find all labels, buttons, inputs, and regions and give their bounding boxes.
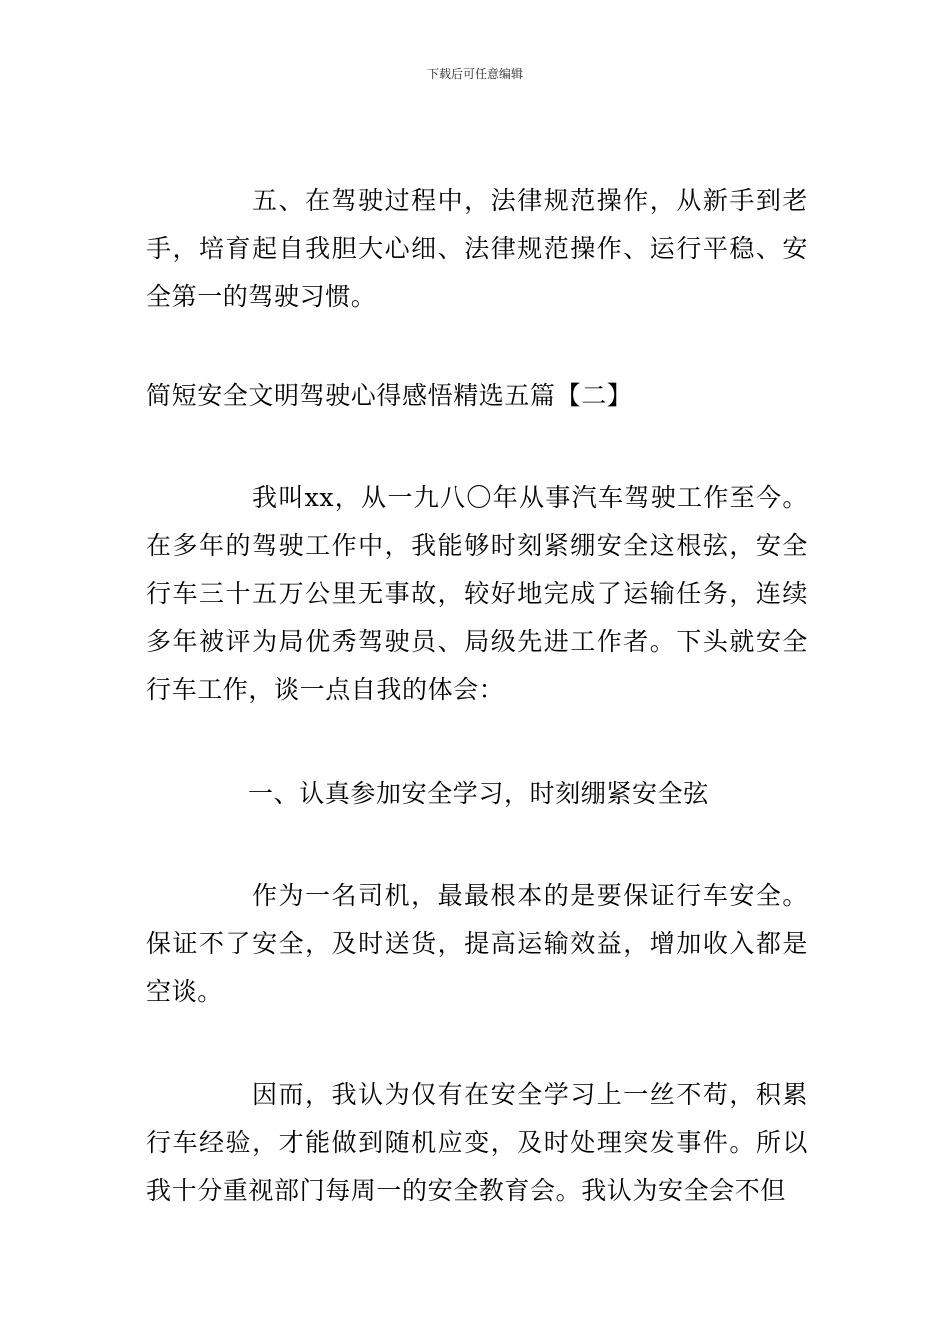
paragraph-intro: 我叫xx，从一九八〇年从事汽车驾驶工作至今。在多年的驾驶工作中，我能够时刻紧绷安全这根弦，安全行车三十五万公里无事故，较好地完成了运输任务，连续多年被评为局优秀驾驶员、局级先进工作者。下头就安全行车工作，谈一点自我的体会： bbox=[146, 483, 808, 704]
section-title: 简短安全文明驾驶心得感悟精选五篇【二】 bbox=[146, 381, 633, 410]
paragraph-item-five: 五、在驾驶过程中，法律规范操作，从新手到老手，培育起自我胆大心细、法律规范操作、运行平稳、安全第一的驾驶习惯。 bbox=[146, 186, 808, 311]
paragraph-therefore: 因而，我认为仅有在安全学习上一丝不苟，积累行车经验，才能做到随机应变，及时处理突发事件。所以我十分重视部门每周一的安全教育会。我认为安全会不但 bbox=[146, 1080, 808, 1205]
subheading-one: 一、认真参加安全学习，时刻绷紧安全弦 bbox=[248, 779, 709, 808]
paragraph-driver-safety: 作为一名司机，最最根本的是要保证行车安全。保证不了安全，及时送货，提高运输效益，增加收入都是空谈。 bbox=[146, 881, 808, 1006]
page-header-note: 下载后可任意编辑 bbox=[426, 67, 523, 81]
